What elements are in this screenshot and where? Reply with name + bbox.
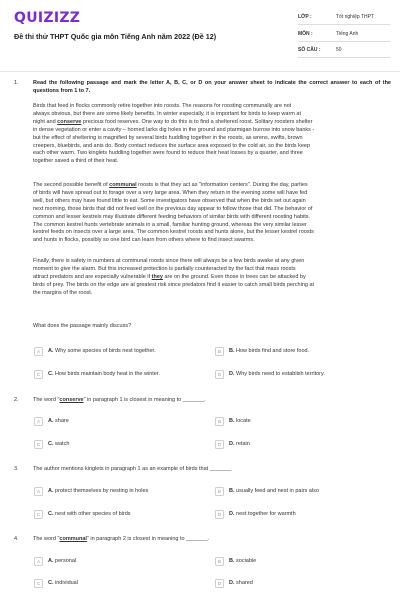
meta-count (298, 47, 390, 53)
option-key: D. (229, 511, 235, 517)
option-label (229, 441, 250, 447)
text-run: " in paragraph 2 is closest in meaning to _______. (86, 536, 210, 542)
passage-line (33, 182, 391, 190)
option-text: retain (236, 441, 250, 447)
highlighted-word-conserve: conserve (57, 118, 82, 125)
text-run: roosts is that they act as "information centers". During the day, parties (136, 182, 308, 188)
passage-line: common and lesser kestrels may illustrate different feeding behaviors of similar birds with different roosting habits. (33, 213, 311, 220)
option-letter-box: B (215, 417, 224, 426)
meta-divider (298, 57, 390, 58)
answer-option-b[interactable] (215, 416, 251, 426)
question-stem (33, 536, 209, 542)
header (0, 0, 400, 72)
passage-line (33, 119, 391, 127)
meta-value: 50 (336, 47, 342, 53)
option-key: A. (48, 488, 54, 494)
answer-option-a[interactable] (34, 416, 69, 426)
option-letter-box: A (34, 417, 43, 426)
text-run: night and (33, 118, 58, 125)
text-run: The word " (33, 397, 60, 403)
option-label (229, 348, 309, 354)
option-label (229, 511, 296, 517)
passage-line: but the effect of sheltering is magnified by several birds huddling together in the roosts, as wrens, swifts, brown (33, 134, 303, 141)
option-key: D. (229, 580, 235, 586)
meta-key: MÔN : (298, 31, 313, 37)
option-label (229, 580, 253, 586)
passage-line: always obvious, but there are some likely benefits. In winter especially, it is important for birds to keep warm at (33, 110, 301, 117)
option-label (48, 488, 148, 494)
option-text: locate (236, 418, 251, 424)
answer-option-a[interactable] (34, 486, 148, 496)
meta-value: Tốt nghiệp THPT (336, 14, 374, 20)
option-letter-box: D (215, 510, 224, 519)
meta-divider (298, 24, 390, 25)
option-label (229, 418, 251, 424)
answer-option-a[interactable] (34, 556, 76, 566)
option-label (229, 371, 325, 377)
option-letter-box: B (215, 347, 224, 356)
option-label (48, 511, 131, 517)
option-label (48, 348, 156, 354)
option-text: shared (236, 580, 253, 586)
meta-class (298, 14, 390, 20)
passage-line: Finally, there is safety in numbers at communal roosts since there will always be a few birds awake at any given (33, 258, 305, 264)
meta-key: LỚP : (298, 14, 312, 20)
option-label (48, 418, 69, 424)
passage-paragraph-3 (33, 258, 391, 298)
option-text: Why some species of birds nest together. (55, 348, 156, 354)
text-run: " in paragraph 1 is closest in meaning to _______. (83, 397, 206, 403)
passage-line: moment to give the alarm. But this increased protection is partially counteracted by the fact that mass roosts (33, 265, 296, 272)
answer-option-d[interactable] (215, 439, 250, 449)
answer-option-c[interactable] (34, 578, 78, 588)
meta-key: SỐ CÂU : (298, 47, 321, 53)
answer-option-d[interactable] (215, 369, 325, 379)
passage-line: the margins of the roost. (33, 289, 93, 296)
option-key: C. (48, 580, 54, 586)
option-label (48, 441, 69, 447)
passage-paragraph-2 (33, 182, 391, 245)
option-label (229, 558, 256, 564)
option-letter-box: D (215, 370, 224, 379)
passage-instruction: Read the following passage and mark the letter A, B, C, or D on your answer sheet to indicate the correct answer to each of the questions from 1 to 7. (33, 80, 391, 94)
option-key: C. (48, 371, 54, 377)
option-key: C. (48, 511, 54, 517)
option-key: B. (229, 488, 235, 494)
option-text: Why birds need to establish territory. (236, 371, 325, 377)
text-run: precious food reserves. One way to do this is to find a sheltered roost. Solitary roosters shelter (81, 118, 313, 125)
passage-line: together saved a third of their heat. (33, 158, 119, 165)
option-label (48, 371, 160, 377)
answer-option-b[interactable] (215, 486, 319, 496)
option-text: sociable (236, 558, 257, 564)
question-stem: What does the passage mainly discuss? (33, 323, 132, 329)
question-number: 1. (14, 80, 19, 86)
highlighted-word-communal: communal (109, 182, 137, 188)
highlighted-word-conserve: conserve (59, 397, 84, 403)
text-run: are on the ground. Even those in trees can be attacked by (162, 273, 306, 280)
meta-subject (298, 31, 390, 37)
option-letter-box: B (215, 487, 224, 496)
passage-line: birds of prey. The birds on the edge are at greatest risk since predators find it easier to catch small birds perching at (33, 281, 315, 288)
question-number: 4. (14, 536, 19, 542)
option-key: B. (229, 558, 235, 564)
option-text: nest with other species of birds (55, 511, 131, 517)
text-run: The word " (33, 536, 60, 542)
text-run: The second possible benefit of (33, 182, 110, 188)
question-number: 3. (14, 466, 19, 472)
option-letter-box: A (34, 487, 43, 496)
option-text: How birds maintain body heat in the winter. (55, 371, 160, 377)
option-letter-box: A (34, 557, 43, 566)
option-letter-box: C (34, 370, 43, 379)
option-letter-box: D (215, 579, 224, 588)
option-text: How birds find and store food. (236, 348, 310, 354)
option-label (229, 488, 319, 494)
option-letter-box: C (34, 579, 43, 588)
passage-paragraph-1 (33, 103, 391, 166)
answer-option-c[interactable] (34, 509, 131, 519)
option-text: watch (55, 441, 70, 447)
passage-line: creepers, bluebirds, and anis do. Body contact reduces the surface area exposed to the cold air, so the birds keep (33, 142, 311, 149)
option-letter-box: A (34, 347, 43, 356)
highlighted-word-communal: communal (59, 536, 87, 542)
answer-option-d[interactable] (215, 509, 296, 519)
passage-line: Birds that feed in flocks commonly retire together into roosts. The reasons for roosting communally are not (33, 103, 292, 109)
option-key: A. (48, 348, 54, 354)
passage-line: of birds will have spread out to forage over a very large area. When they return in the evening some will have fed (33, 189, 308, 196)
answer-option-a[interactable] (34, 346, 156, 356)
option-key: D. (229, 371, 235, 377)
text-run: attract predators and are especially vulnerable if (33, 273, 152, 280)
question-stem (33, 397, 206, 403)
highlighted-word-they: they (151, 273, 163, 280)
exam-title: Đề thi thử THPT Quốc gia môn Tiếng Anh năm 2022 (Đề 12) (14, 32, 217, 41)
option-key: C. (48, 441, 54, 447)
passage-line: well, but others may have found little to eat. Some investigators have observed that when the birds set out again (33, 197, 306, 204)
option-key: A. (48, 418, 54, 424)
passage-line: The common kestrel hunts vertebrate animals in a small, familiar hunting ground, whereas the very similar lesser (33, 221, 307, 228)
passage-line: each other warm. Two kinglets huddling together were found to reduce their heat losses by a quarter, and three (33, 150, 303, 157)
option-text: usually feed and nest in pairs also (236, 488, 319, 494)
question-stem: The author mentions kinglets in paragraph 1 as an example of birds that _______ (33, 466, 232, 472)
option-letter-box: B (215, 557, 224, 566)
passage-line: next morning, those birds that did not feed well on the previous day appear to follow those that did. The behavior of (33, 205, 313, 212)
option-label (48, 558, 76, 564)
option-key: B. (229, 418, 235, 424)
question-number: 2. (14, 397, 19, 403)
passage-line: kestrel feeds on insects over a large area. The common kestrel roosts and hunts alone, but the lesser kestrel roosts (33, 229, 314, 236)
option-letter-box: C (34, 440, 43, 449)
passage-line (33, 274, 391, 282)
option-text: protect themselves by nesting in holes (55, 488, 149, 494)
passage-line: in dense vegetation or enter a cavity – horned larks dig holes in the ground and ptarmigan burrow into snow banks - (33, 126, 315, 133)
option-text: individual (55, 580, 78, 586)
meta-value: Tiếng Anh (336, 31, 359, 37)
meta-divider (298, 41, 390, 42)
option-text: nest together for warmth (236, 511, 296, 517)
option-key: D. (229, 441, 235, 447)
passage-line: and hunts in flocks, possibly so one bird can learn from others where to find insect swarms. (33, 237, 255, 244)
answer-option-b[interactable] (215, 346, 309, 356)
option-key: B. (229, 348, 235, 354)
option-key: A. (48, 558, 54, 564)
option-text: share (55, 418, 69, 424)
option-label (48, 580, 78, 586)
answer-option-b[interactable] (215, 556, 256, 566)
option-letter-box: C (34, 510, 43, 519)
answer-option-c[interactable] (34, 369, 160, 379)
option-letter-box: D (215, 440, 224, 449)
quizizz-logo: QUIZIZZ (14, 10, 81, 26)
answer-option-d[interactable] (215, 578, 253, 588)
answer-option-c[interactable] (34, 439, 69, 449)
option-text: personal (55, 558, 77, 564)
header-divider (0, 71, 400, 72)
